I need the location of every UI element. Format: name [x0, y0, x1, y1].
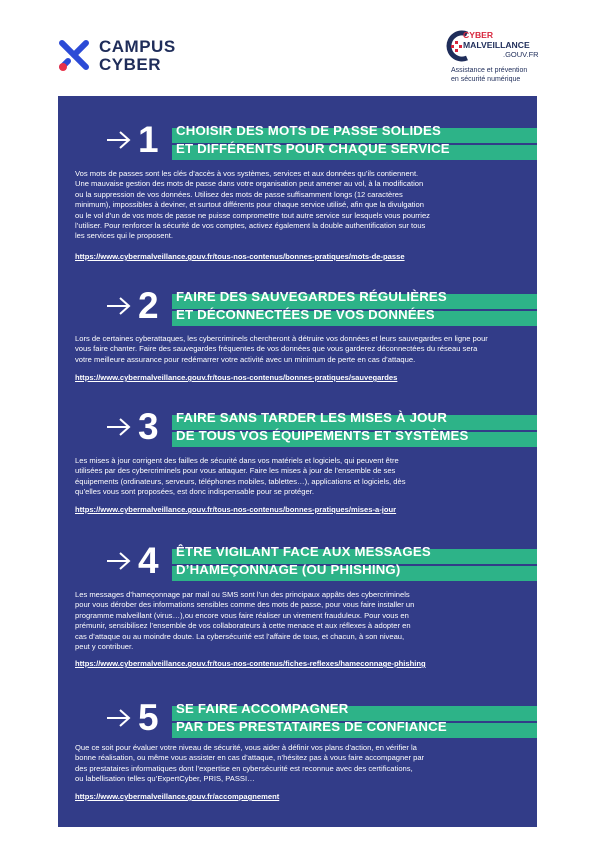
section-link[interactable]: https://www.cybermalveillance.gouv.fr/tous-nos-contenus/fiches-reflexes/hameconnage-phishing	[75, 659, 426, 668]
section-link[interactable]: https://www.cybermalveillance.gouv.fr/tous-nos-contenus/bonnes-pratiques/mises-a-jour	[75, 505, 397, 514]
section-number: 2	[138, 285, 159, 326]
cybermalveillance-logo[interactable]	[441, 28, 571, 90]
section-title-line1: ÊTRE VIGILANT FACE AUX MESSAGES	[176, 544, 431, 559]
cm-tagline-line1: Assistance et prévention	[451, 67, 528, 74]
section-body: Les messages d’hameçonnage par mail ou SMS sont l’un des principaux appâts des cybercriminels pour vous dérober des informations sensibles comme des mots de passe, pour vous faire installer un programme malveillant (virus…),ou encore vous faire réaliser un virement frauduleux. Pour vous en prémunir, sensibilisez l’ensemble de vos collaborateurs à cette menace et aux réflexes à adopter en cas d’attaque ou au moindre doute. La cybersécurité est l’affaire de tous, et chacun, à son niveau, peut y contribuer.	[75, 590, 415, 652]
arrow-right-icon	[106, 130, 132, 150]
cybermalveillance-tagline	[451, 67, 527, 84]
section-title-line2: ET DIFFÉRENTS POUR CHAQUE SERVICE	[176, 141, 450, 156]
arrow-right-icon	[106, 708, 132, 728]
arrow-right-icon	[106, 296, 132, 316]
cm-logo-line2: MALVEILLANCE	[463, 39, 530, 50]
section-link[interactable]: https://www.cybermalveillance.gouv.fr/accompagnement	[75, 792, 280, 801]
section-body: Les mises à jour corrigent des failles de sécurité dans vos matériels et logiciels, qui peuvent être utilisées par des cybercriminels pour vous attaquer. Faire les mises à jour de l’ensemble de ses équipements (ordinateurs, serveurs, téléphones mobiles, tablettes…), applications et logiciels, dès qu’elles vous sont proposées, est donc indispensable pour se protéger.	[75, 456, 406, 497]
section-link[interactable]: https://www.cybermalveillance.gouv.fr/tous-nos-contenus/bonnes-pratiques/mots-de-passe	[75, 252, 405, 261]
section-body: Lors de certaines cyberattaques, les cybercriminels chercheront à détruire vos données et leurs sauvegardes en ligne pour vous faire chanter. Faire des sauvegardes fréquentes de vos données que vous garderez déconnectées du réseau sera votre meilleure assurance pour redémarrer votre activité avec un minimum de perte en cas d’attaque.	[75, 334, 488, 364]
cm-tagline-line2: en sécurité numérique	[451, 75, 521, 83]
section-number: 4	[138, 540, 159, 581]
campus-cyber-logo[interactable]	[57, 37, 197, 77]
section-title-line1: CHOISIR DES MOTS DE PASSE SOLIDES	[176, 123, 442, 138]
header	[0, 0, 595, 96]
section-number: 5	[138, 697, 159, 738]
campus-cyber-logo-icon	[57, 38, 91, 72]
campus-cyber-wordmark	[99, 38, 176, 74]
recommendations-panel	[58, 96, 537, 827]
section-link[interactable]: https://www.cybermalveillance.gouv.fr/tous-nos-contenus/bonnes-pratiques/sauvegardes	[75, 373, 398, 382]
section-title-line1: FAIRE DES SAUVEGARDES RÉGULIÈRES	[176, 289, 447, 304]
section-title-line2: D’HAMEÇONNAGE (OU PHISHING)	[176, 562, 401, 577]
section-body: Vos mots de passes sont les clés d’accès à vos systèmes, services et aux données qu’ils contiennent. Une mauvaise gestion des mots de passe dans votre organisation peut amener au vol, à la modification ou la suppression de vos données. Utilisez des mots de passe suffisamment longs (12 caractères minimum), impossibles à deviner, et surtout différents pour chaque service utilisé, afin que la divulgation ou le vol d’un de vos mots de passe ne puisse compromettre tout autre service sur lesquels vous pourriez l’utiliser. Pour renforcer la sécurité de vos comptes, activez également la double authentification sur tous les services qui le proposent.	[75, 169, 430, 241]
cm-logo-line1: CYBER	[463, 30, 494, 40]
section-title-line1: SE FAIRE ACCOMPAGNER	[176, 701, 349, 716]
arrow-right-icon	[106, 417, 132, 437]
section-number: 3	[138, 406, 159, 447]
section-title-line1: FAIRE SANS TARDER LES MISES À JOUR	[176, 410, 448, 425]
section-number: 1	[138, 119, 159, 160]
section-title-line2: PAR DES PRESTATAIRES DE CONFIANCE	[176, 719, 447, 734]
arrow-right-icon	[106, 551, 132, 571]
section-title-line2: ET DÉCONNECTÉES DE VOS DONNÉES	[176, 307, 435, 322]
section-body: Que ce soit pour évaluer votre niveau de sécurité, vous aider à définir vos plans d’action, en vérifier la bonne réalisation, ou même vous assister en cas d’attaque, n’hésitez pas à vous faire accompagner par des prestataires informatiques dont l’expertise en cybersécurité est reconnue avec des certifications, ou labellisation telles qu’ExpertCyber, PRIS, PASSI…	[75, 743, 425, 784]
section-title-line2: DE TOUS VOS ÉQUIPEMENTS ET SYSTÈMES	[176, 428, 469, 443]
campus-logo-line1: CAMPUS	[99, 37, 176, 56]
cm-logo-line3: .GOUV.FR	[503, 50, 539, 59]
cybermalveillance-wordmark	[463, 31, 539, 60]
campus-logo-line2: CYBER	[99, 55, 162, 74]
